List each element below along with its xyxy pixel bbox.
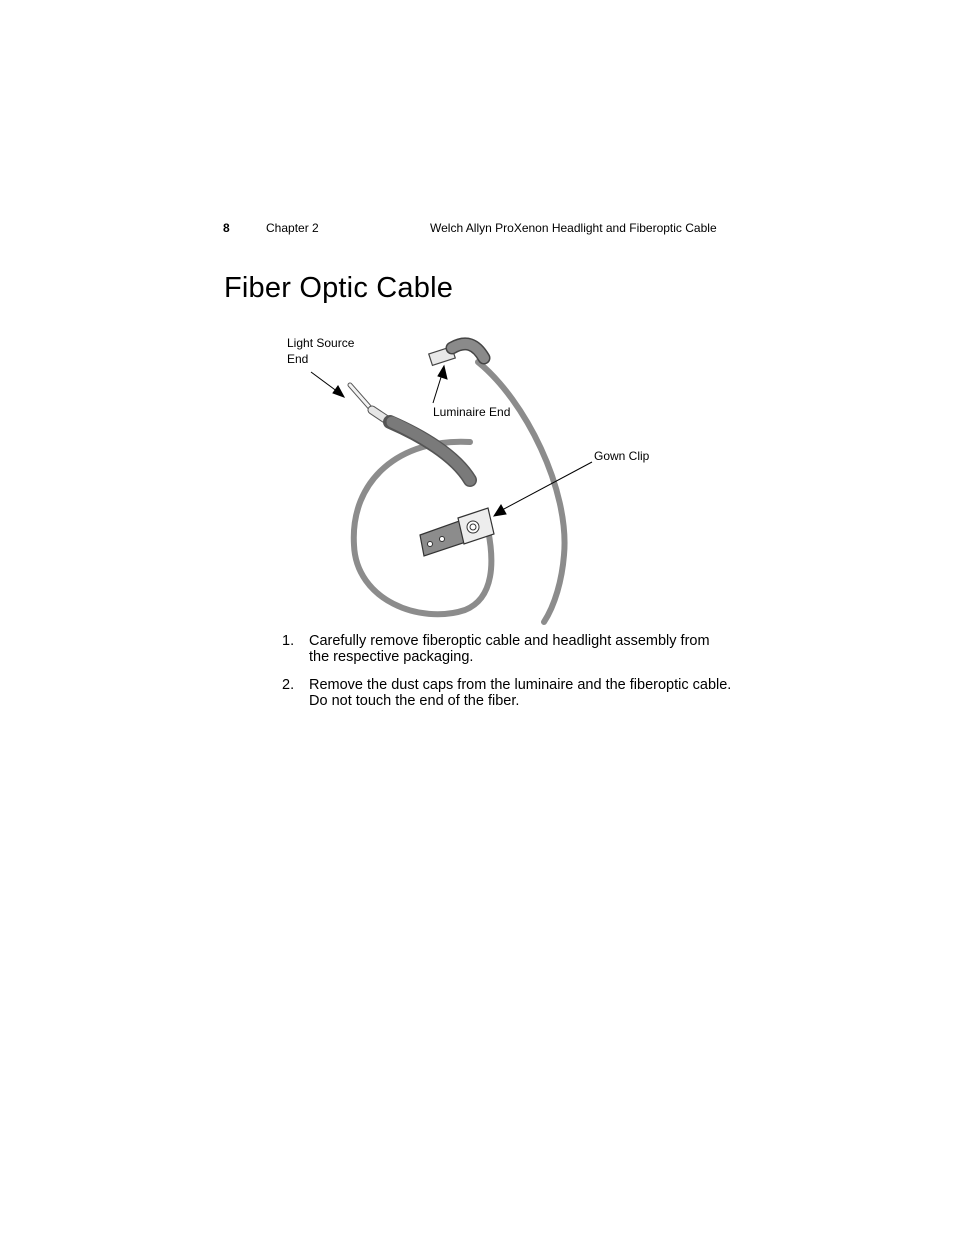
step-item [282, 633, 732, 665]
step-item [282, 677, 732, 709]
running-title: Welch Allyn ProXenon Headlight and Fiberoptic Cable [430, 221, 717, 235]
callout-luminaire-end: Luminaire End [433, 405, 511, 419]
gown-clip [420, 508, 494, 556]
step-text: Carefully remove fiberoptic cable and headlight assembly from the respective packaging. [309, 633, 710, 665]
page-number: 8 [223, 221, 230, 235]
callout-light-source-end-line2: End [287, 352, 309, 366]
page-header [0, 221, 954, 239]
cable-illustration [280, 330, 680, 630]
instruction-steps [282, 633, 732, 721]
step-text: Remove the dust caps from the luminaire and the fiberoptic cable. Do not touch the end of the fiber. [309, 677, 732, 709]
light-source-end-connector [350, 385, 470, 480]
callout-gown-clip: Gown Clip [594, 449, 650, 463]
callout-light-source-end-line1: Light Source [287, 336, 355, 350]
fiber-optic-cable-figure [280, 330, 680, 630]
step-number: 2. [282, 677, 295, 693]
step-number: 1. [282, 633, 295, 649]
chapter-label: Chapter 2 [266, 221, 319, 235]
section-title: Fiber Optic Cable [224, 272, 454, 304]
callout-light-source-end [287, 335, 367, 367]
